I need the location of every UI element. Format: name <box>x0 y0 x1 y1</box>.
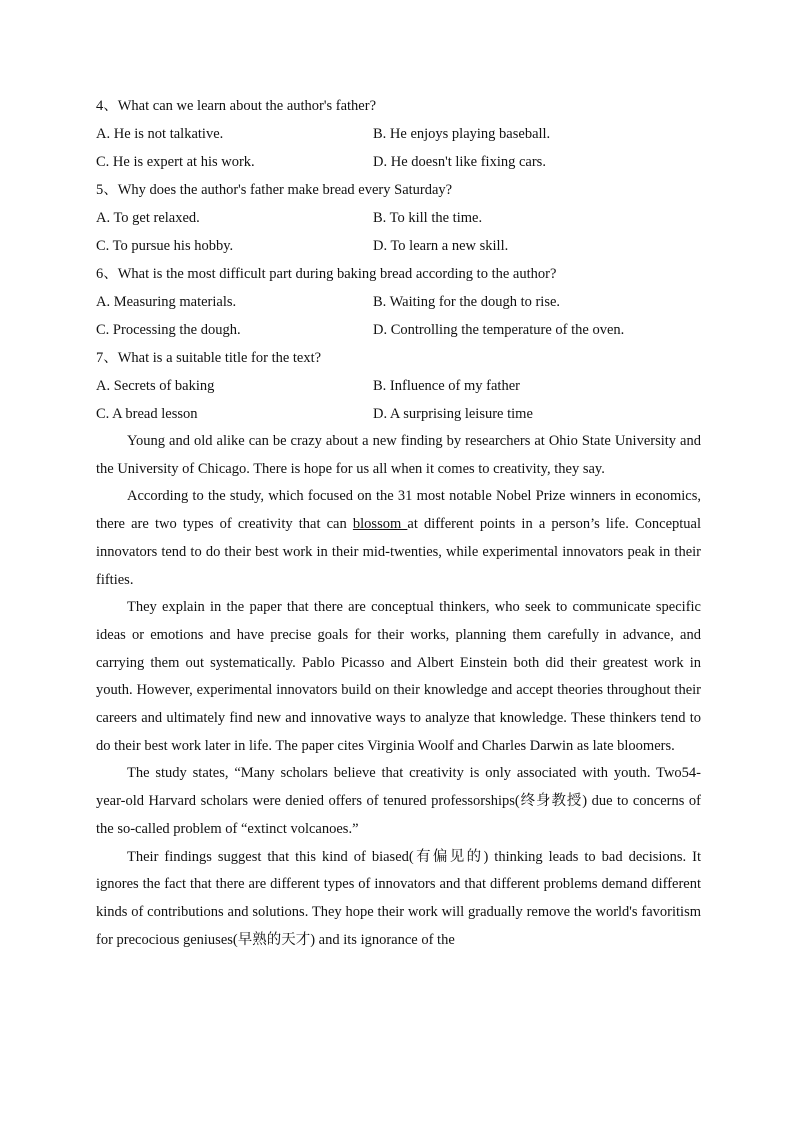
option-d: D. He doesn't like fixing cars. <box>373 154 546 170</box>
question-7 <box>96 344 701 428</box>
question-4 <box>96 92 701 176</box>
underlined-word: blossom <box>352 516 408 533</box>
passage-paragraph-2: According to the study, which focused on the 31 most notable Nobel Prize winners in economics, there are two types of creativity that can blossom at different points in a person’s life. Conceptual innovators tend to do their best work in their mid-twenties, while experimental innovators peak in their fifties. <box>96 488 702 588</box>
passage-paragraph-4: The study states, “Many scholars believe that creativity is only associated with youth. Two54-year-old Harvard scholars were denied offers of tenured professorships(终身教授) due to concerns of the so-called problem of “extinct volcanoes.” <box>96 765 701 837</box>
document-page <box>96 92 701 954</box>
option-b: B. Waiting for the dough to rise. <box>373 294 561 310</box>
passage-paragraph-3: They explain in the paper that there are conceptual thinkers, who seek to communicate specific ideas or emotions and have precise goals for their works, planning them carefully in advance, and carrying them out systematically. Pablo Picasso and Albert Einstein both did their greatest work in youth. However, experimental innovators build on their knowledge and accept theories throughout their careers and ultimately find new and innovative ways to analyze that knowledge. These thinkers tend to do their best work later in life. The paper cites Virginia Woolf and Charles Darwin as late bloomers. <box>96 599 701 754</box>
option-d: D. A surprising leisure time <box>373 406 533 422</box>
option-a: A. To get relaxed. <box>96 210 200 226</box>
question-stem: 4、What can we learn about the author's father? <box>96 98 377 114</box>
option-a: A. He is not talkative. <box>96 126 224 142</box>
question-stem: 6、What is the most difficult part during baking bread according to the author? <box>96 266 557 282</box>
option-a: A. Secrets of baking <box>96 378 215 394</box>
passage-paragraph-1: Young and old alike can be crazy about a new finding by researchers at Ohio State University and the University of Chicago. There is hope for us all when it comes to creativity, they say. <box>96 433 701 477</box>
option-a: A. Measuring materials. <box>96 294 237 310</box>
passage-paragraph-5: Their findings suggest that this kind of biased(有偏见的) thinking leads to bad decisions. It ignores the fact that there are different types of innovators and that different problems demand different kinds of contributions and solutions. They hope their work will gradually remove the world's favoritism for precocious geniuses(早熟的天才) and its ignorance of the <box>96 848 701 948</box>
option-d: D. Controlling the temperature of the oven. <box>373 322 625 338</box>
option-c: C. Processing the dough. <box>96 322 241 338</box>
question-5 <box>96 176 701 260</box>
option-b: B. Influence of my father <box>373 378 520 394</box>
question-stem: 7、What is a suitable title for the text? <box>96 350 322 366</box>
reading-passage <box>96 428 701 954</box>
option-b: B. He enjoys playing baseball. <box>373 126 551 142</box>
option-c: C. A bread lesson <box>96 406 198 422</box>
option-d: D. To learn a new skill. <box>373 238 509 254</box>
question-stem: 5、Why does the author's father make bread every Saturday? <box>96 182 453 198</box>
option-c: C. To pursue his hobby. <box>96 238 234 254</box>
option-b: B. To kill the time. <box>373 210 483 226</box>
option-c: C. He is expert at his work. <box>96 154 255 170</box>
question-6 <box>96 260 701 344</box>
